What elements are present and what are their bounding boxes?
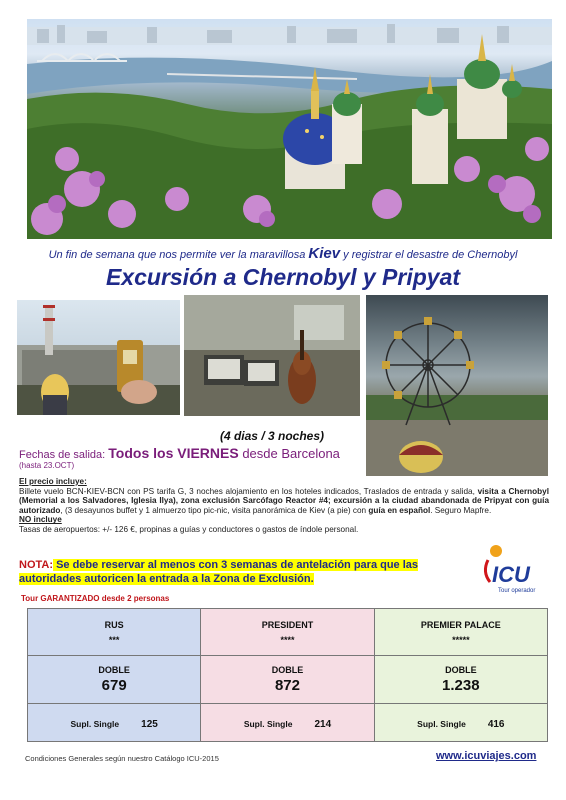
- hotel-name: RUS: [104, 619, 124, 630]
- reactor-dosimeter-photo: [17, 300, 180, 415]
- note-text-1: Se debe reservar al menos con 3 semanas de antelación para que las: [53, 559, 419, 571]
- price-cell-premier-palace: [374, 656, 547, 704]
- tagline-city: Kiev: [308, 245, 341, 262]
- departure-days: Todos los VIERNES: [108, 445, 239, 461]
- supplement-label: Supl. Single: [243, 718, 293, 729]
- room-type: DOBLE: [98, 665, 130, 675]
- conditions-note: Condiciones Generales según nuestro Catálogo ICU-2015: [25, 754, 219, 763]
- note-label: NOTA:: [19, 559, 54, 571]
- includes-text-3: . Seguro Mapfre.: [430, 505, 492, 515]
- supplement-label: Supl. Single: [417, 718, 466, 729]
- excludes-heading: NO incluye: [19, 515, 62, 525]
- includes-text-2: , (3 desayunos buffet y 1 almuerzo tipo pic-nic, visita panorámica de Kiev (a pie) con: [60, 505, 369, 515]
- room-type: DOBLE: [271, 665, 304, 675]
- departure-city: desde Barcelona: [238, 446, 340, 461]
- icu-logo: [478, 542, 538, 594]
- single-supplement-premier-palace: [374, 704, 547, 742]
- tagline-before: Un fin de semana que nos permite ver la maravillosa: [48, 249, 309, 261]
- hotel-header-rus: [28, 609, 201, 656]
- single-supplement-president: [201, 704, 374, 742]
- abandoned-room-photo: [184, 295, 360, 416]
- includes-bold-1: visita a Chernobyl (Memorial a los Salvadores, Iglesia Ilya), zona exclusión Sarcófago Reactor #4; excursión a la ciudad abandonada de Pripyat con guía autorizado: [19, 486, 549, 515]
- tagline: [0, 245, 566, 262]
- pripyat-ferris-wheel-photo: [366, 295, 548, 476]
- hotel-stars: ***: [108, 634, 120, 645]
- supplement-label: Supl. Single: [70, 718, 120, 729]
- hotel-header-president: [201, 609, 374, 656]
- kiev-panorama-image: [27, 19, 552, 239]
- single-supplement-rus: [28, 704, 201, 742]
- departure-until: (hasta 23.OCT): [19, 461, 75, 470]
- hotel-header-premier-palace: [374, 609, 547, 656]
- note-text-2: autoridades autoricen la entrada a la Zona de Exclusión.: [19, 573, 314, 585]
- hotel-stars: ****: [280, 634, 295, 645]
- supplement-value: 125: [141, 718, 158, 730]
- tagline-after: y registrar el desastre de Chernobyl: [340, 249, 518, 261]
- excludes-text: Tasas de aeropuertos: +/- 126 €, propinas a guías y conductores o gastos de índole personal.: [19, 524, 359, 534]
- room-price: 679: [101, 677, 127, 694]
- svg-text:Tour operador: Tour operador: [498, 588, 536, 594]
- hotel-name: PRESIDENT: [261, 619, 314, 630]
- guaranteed-note: Tour GARANTIZADO desde 2 personas: [21, 594, 170, 603]
- room-type: DOBLE: [445, 665, 477, 675]
- room-price: 872: [274, 677, 300, 694]
- supplement-value: 214: [314, 718, 332, 730]
- hotel-name: PREMIER PALACE: [420, 619, 501, 630]
- includes-text-1: Billete vuelo BCN-KIEV-BCN con PS tarifa G, 3 noches alojamiento en los hoteles indicados, Traslados de entrada y salida,: [19, 486, 478, 496]
- price-info: [19, 477, 549, 535]
- departure-label: Fechas de salida:: [19, 449, 109, 461]
- price-cell-president: [201, 656, 374, 704]
- trip-duration: (4 dias / 3 noches): [219, 429, 325, 443]
- booking-note: [19, 558, 449, 586]
- includes-heading: El precio incluye:: [19, 477, 87, 486]
- supplement-value: 416: [487, 718, 505, 730]
- svg-text:ICU: ICU: [492, 562, 530, 587]
- price-cell-rus: [28, 656, 201, 704]
- website-link[interactable]: www.icuviajes.com: [436, 750, 537, 762]
- page-title: Excursión a Chernobyl y Pripyat: [105, 264, 461, 290]
- departure-dates: [19, 445, 340, 461]
- room-price: 1.238: [442, 677, 480, 694]
- hotel-stars: *****: [452, 634, 470, 645]
- includes-bold-2: guía en español: [368, 505, 431, 515]
- price-table: [27, 608, 548, 742]
